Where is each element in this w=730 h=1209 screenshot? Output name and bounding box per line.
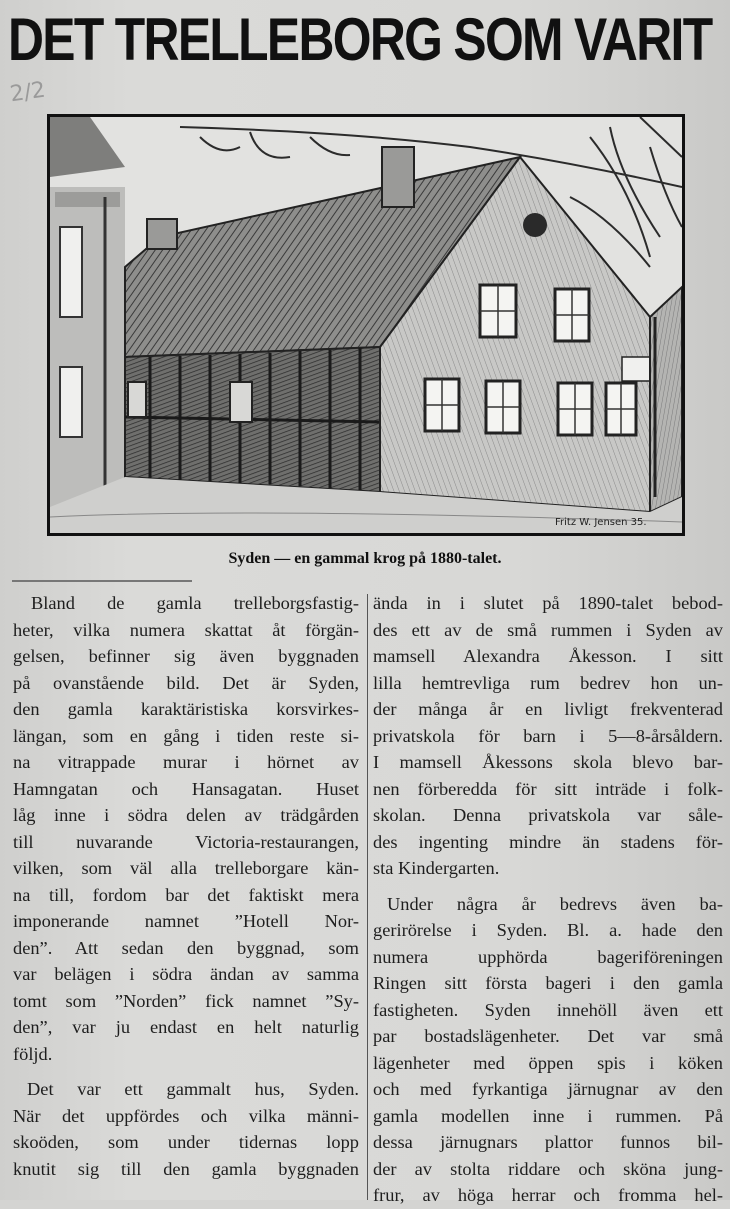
- building-illustration: [50, 117, 682, 533]
- paragraph: [373, 590, 723, 882]
- text-line: mamsell Alexandra Åkesson. I sitt: [373, 646, 723, 666]
- illustration-frame: [47, 114, 685, 536]
- text-line: Hamngatan och Hansagatan. Huset: [13, 778, 359, 799]
- text-line: des ingenting mindre än stadens för-: [373, 831, 723, 852]
- text-line: Bland de gamla trelleborgsfastig-: [31, 593, 359, 613]
- text-line: vilken, som väl alla trelleborgare kän-: [13, 858, 359, 878]
- text-line: fastigheten. Syden innehöll även ett: [373, 999, 723, 1020]
- text-line: gamla modellen inne i rummen. På: [373, 1105, 723, 1126]
- text-line: låg inne i södra delen av trädgården: [13, 805, 359, 825]
- text-line: och med fyrkantiga järnugnar av den: [373, 1079, 723, 1099]
- article-column-left: [13, 590, 359, 1182]
- text-line: der många år en livligt frekventerad: [373, 699, 723, 719]
- text-line: gerirörelse i Syden. Bl. a. hade den: [373, 920, 723, 940]
- text-line: privatskola för barn i 5—8-årsåldern.: [373, 725, 723, 746]
- text-line: par bostadslägenheter. Det var små: [373, 1026, 723, 1046]
- text-line: på ovanstående bild. Det är Syden,: [13, 672, 359, 693]
- text-line: imponerande namnet ”Hotell Nor-: [13, 911, 359, 931]
- text-line: frur, av höga herrar och fromma hel-: [373, 1185, 723, 1205]
- text-line: den”, var ju endast en helt naturlig: [13, 1017, 359, 1037]
- text-line: När det uppfördes och vilka männi-: [13, 1105, 359, 1126]
- section-rule: [12, 580, 192, 582]
- text-line: sta Kindergarten.: [373, 858, 500, 878]
- paragraph: [373, 891, 723, 1209]
- text-line: I mamsell Åkessons skola blevo bar-: [373, 752, 723, 772]
- right-shed: [650, 287, 682, 512]
- paragraph: [13, 1076, 359, 1182]
- text-line: Ringen sitt första bageri i den gamla: [373, 973, 723, 993]
- text-line: skolan. Denna privatskola var såle-: [373, 805, 723, 825]
- text-line: der av stolta riddare och sköna jung-: [373, 1158, 723, 1179]
- half-timbered-wall: [125, 347, 380, 492]
- text-line: nen förberedda för sitt inträde i folk-: [373, 778, 723, 799]
- headline: DET TRELLEBORG SOM VARIT: [8, 6, 712, 73]
- text-line: ända in i slutet på 1890-talet bebod-: [373, 593, 723, 613]
- text-line: des ett av de små rummen i Syden av: [373, 619, 723, 640]
- text-line: na till, fordom bar det faktiskt mera: [13, 884, 359, 905]
- text-line: den”. Att sedan den byggnad, som: [13, 937, 359, 958]
- text-line: dessa järnugnars plattor funnos bil-: [373, 1132, 723, 1152]
- text-line: skoöden, som under tidernas lopp: [13, 1132, 359, 1152]
- text-line: heter, vilka numera skattat åt förgän-: [13, 619, 359, 640]
- column-divider: [367, 594, 368, 1200]
- text-line: lilla hemtrevliga rum bedrev hon un-: [373, 672, 723, 693]
- text-line: följd.: [13, 1043, 53, 1064]
- text-line: lägenheter med öppen spis i köken: [373, 1052, 723, 1073]
- text-line: Under några år bedrevs även ba-: [387, 893, 723, 914]
- article-column-right: [373, 590, 723, 1209]
- text-line: na vitrappade murar i hörnet av: [13, 752, 359, 772]
- text-line: numera upphörda bageriföreningen: [373, 946, 723, 967]
- text-line: den gamla karaktäristiska korsvirkes-: [13, 699, 359, 719]
- text-line: Det var ett gammalt hus, Syden.: [27, 1079, 359, 1099]
- text-line: gelsen, befinner sig även byggnaden: [13, 646, 359, 666]
- text-line: knutit sig till den gamla byggnaden: [13, 1158, 359, 1179]
- paragraph: [13, 590, 359, 1067]
- text-line: var belägen i södra ändan av samma: [13, 964, 359, 984]
- text-line: tomt som ”Norden” fick namnet ”Sy-: [13, 990, 359, 1011]
- text-line: till nuvarande Victoria-restaurangen,: [13, 831, 359, 852]
- pencil-annotation: 2/2: [8, 77, 47, 108]
- figure-caption: Syden — en gammal krog på 1880-talet.: [228, 550, 502, 567]
- text-line: längan, som en gång i tiden reste si-: [13, 725, 359, 746]
- artist-signature: Fritz W. Jensen 35.: [555, 517, 647, 528]
